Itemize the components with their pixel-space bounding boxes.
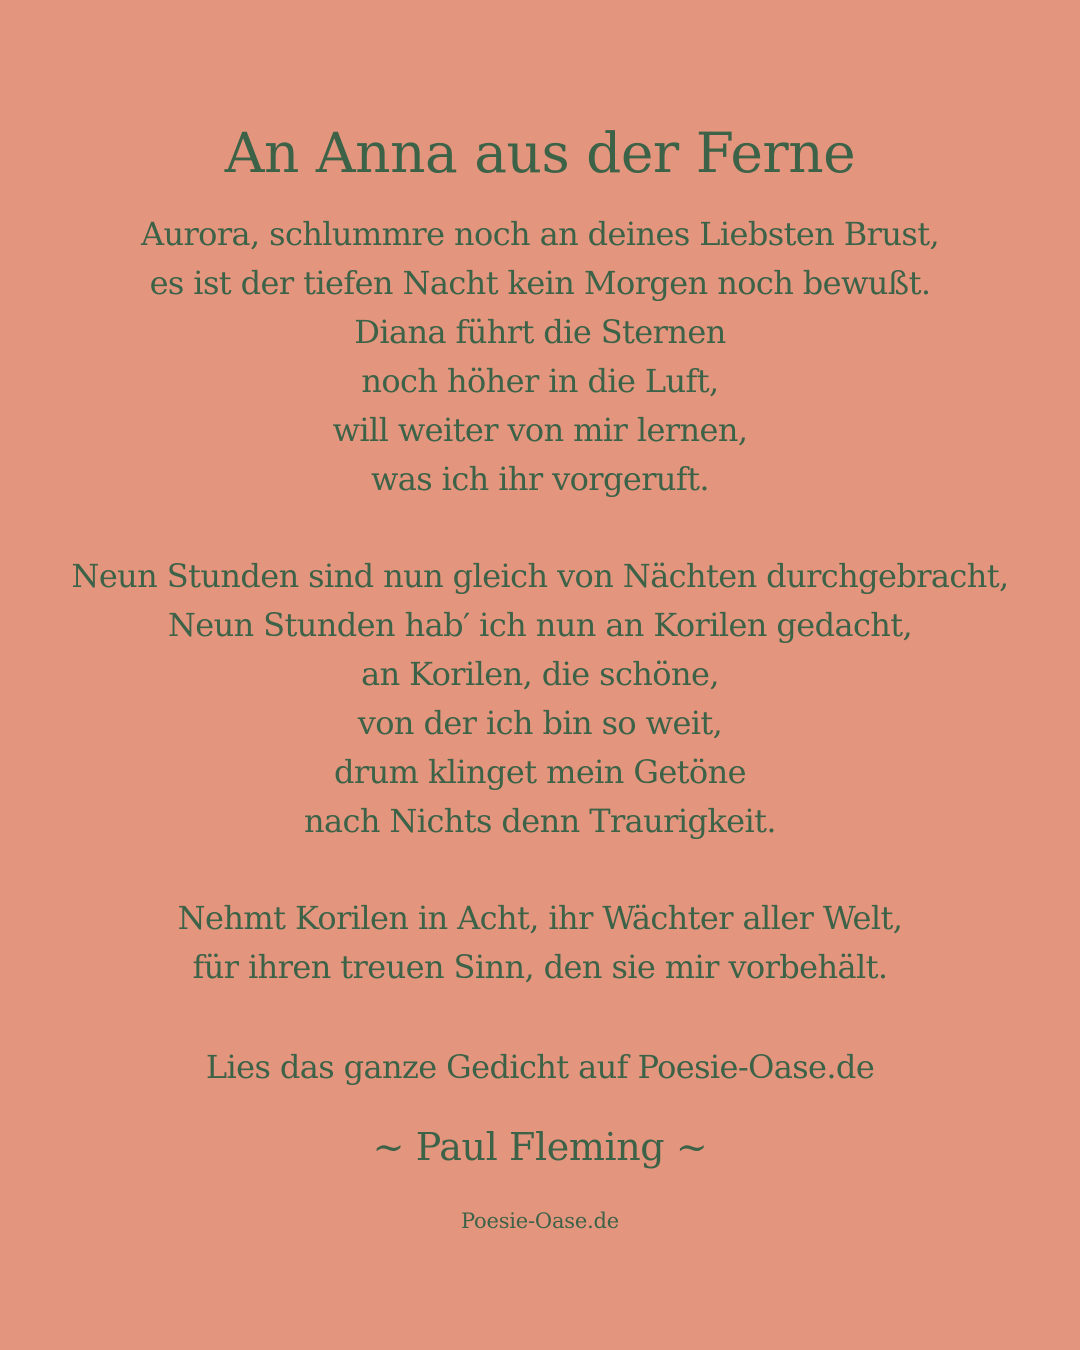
poem-line: drum klinget mein Getöne	[334, 753, 746, 791]
stanza-1	[0, 210, 1080, 504]
site-watermark: Poesie-Oase.de	[460, 1209, 620, 1233]
poem-line: Neun Stunden hab′ ich nun an Korilen gedacht,	[167, 606, 913, 644]
poem-line: will weiter von mir lernen,	[332, 411, 748, 449]
stanza-3	[0, 894, 1080, 992]
poem-line: für ihren treuen Sinn, den sie mir vorbehält.	[192, 948, 888, 986]
poem-title: An Anna aus der Ferne	[224, 121, 856, 185]
poem-author: ~ Paul Fleming ~	[372, 1125, 708, 1169]
poem-line: was ich ihr vorgeruft.	[371, 460, 709, 498]
poem-line: Neun Stunden sind nun gleich von Nächten durchgebracht,	[71, 557, 1009, 595]
poem-line: Diana führt die Sternen	[354, 313, 726, 351]
poem-line: es ist der tiefen Nacht kein Morgen noch bewußt.	[149, 264, 931, 302]
poem-line: Nehmt Korilen in Acht, ihr Wächter aller Welt,	[177, 899, 903, 937]
poem-line: an Korilen, die schöne,	[361, 655, 719, 693]
poem-line: nach Nichts denn Traurigkeit.	[304, 802, 776, 840]
read-full-poem-text: Lies das ganze Gedicht auf Poesie-Oase.de	[205, 1048, 875, 1086]
poem-line: Aurora, schlummre noch an deines Liebsten Brust,	[140, 215, 940, 253]
poem-line: von der ich bin so weit,	[357, 704, 723, 742]
poem-line: noch höher in die Luft,	[361, 362, 719, 400]
stanza-2	[0, 552, 1080, 846]
